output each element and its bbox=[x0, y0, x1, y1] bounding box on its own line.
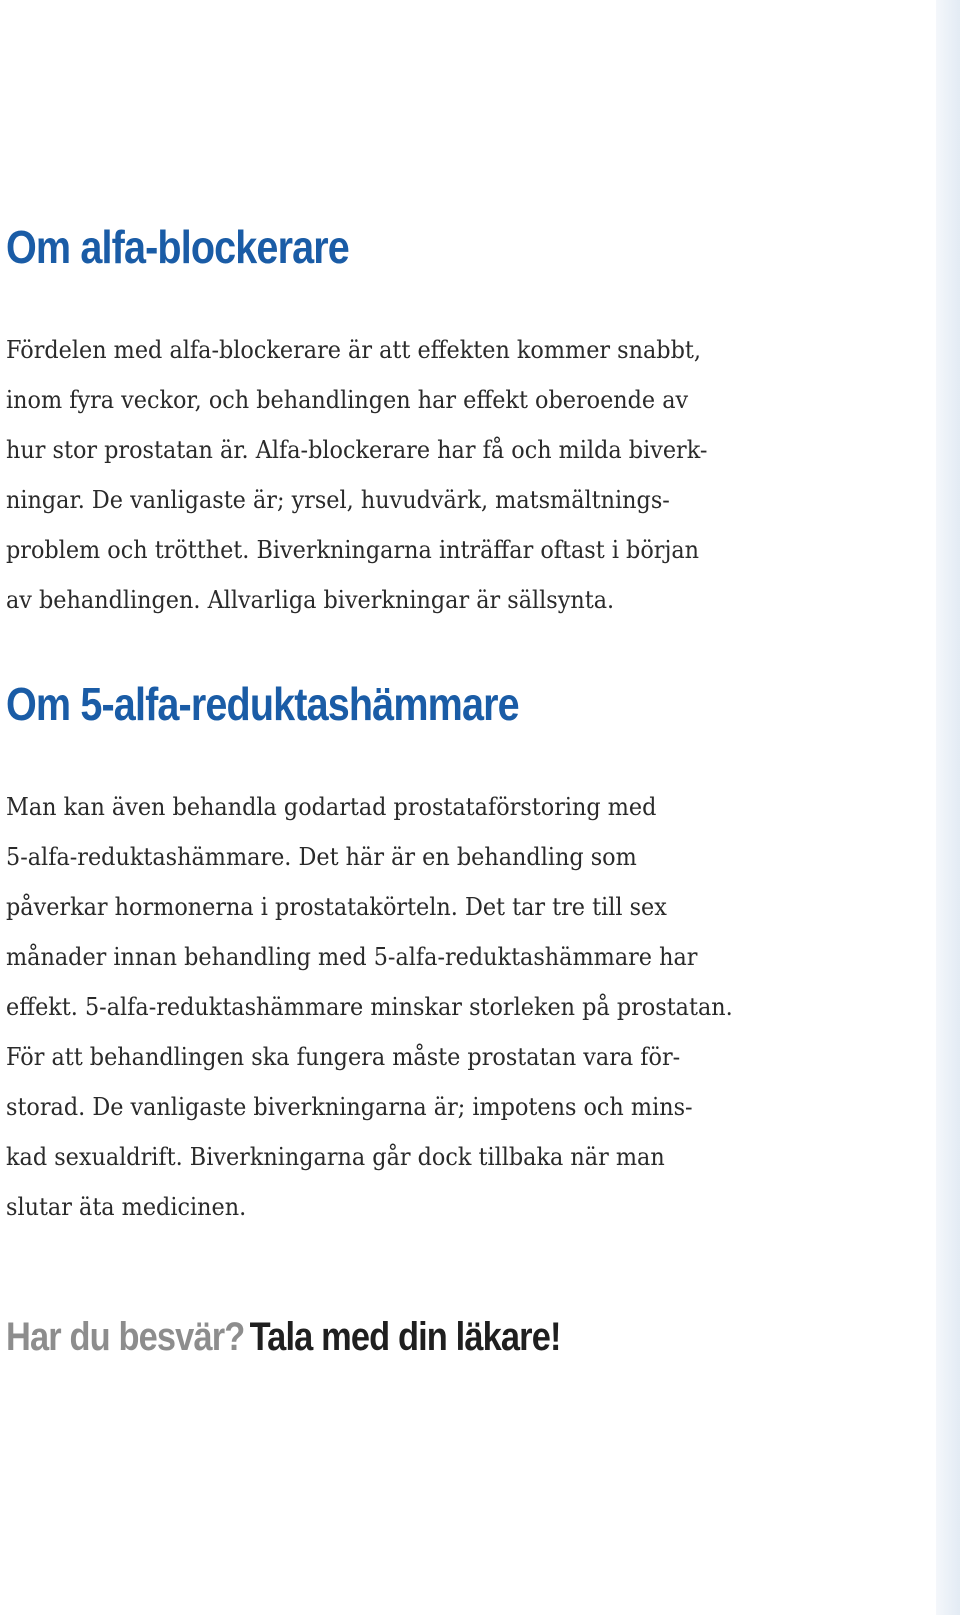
text-line: Fördelen med alfa-blockerare är att effekten kommer snabbt, bbox=[6, 336, 701, 364]
text-line: ningar. De vanligaste är; yrsel, huvudvärk, matsmältnings- bbox=[6, 486, 670, 514]
heading-5-alfa-reduktashammare: Om 5-alfa-reduktashämmare bbox=[6, 678, 519, 730]
text-line: 5-alfa-reduktashämmare. Det här är en behandling som bbox=[6, 843, 637, 871]
text-line: av behandlingen. Allvarliga biverkningar är sällsynta. bbox=[6, 586, 615, 614]
closing-answer: Tala med din läkare! bbox=[249, 1315, 561, 1359]
paragraph-alfa-blockerare bbox=[6, 325, 713, 625]
text-line: månader innan behandling med 5-alfa-reduktashämmare har bbox=[6, 943, 698, 971]
heading-alfa-blockerare: Om alfa-blockerare bbox=[6, 221, 349, 273]
text-line: För att behandlingen ska fungera måste prostatan vara för- bbox=[6, 1043, 681, 1071]
text-line: effekt. 5-alfa-reduktashämmare minskar storleken på prostatan. bbox=[6, 993, 733, 1021]
closing-callout bbox=[6, 1312, 561, 1362]
text-line: storad. De vanligaste biverkningarna är; impotens och mins- bbox=[6, 1093, 693, 1121]
text-line: Man kan även behandla godartad prostataförstoring med bbox=[6, 793, 657, 821]
text-line: kad sexualdrift. Biverkningarna går dock tillbaka när man bbox=[6, 1143, 665, 1171]
text-line: hur stor prostatan är. Alfa-blockerare har få och milda biverk- bbox=[6, 436, 708, 464]
paragraph-5-alfa-reduktashammare bbox=[6, 782, 733, 1232]
text-line: slutar äta medicinen. bbox=[6, 1193, 247, 1221]
text-line: inom fyra veckor, och behandlingen har effekt oberoende av bbox=[6, 386, 689, 414]
text-line: påverkar hormonerna i prostatakörteln. Det tar tre till sex bbox=[6, 893, 667, 921]
page-edge-strip bbox=[936, 0, 960, 1615]
text-line: problem och trötthet. Biverkningarna inträffar oftast i början bbox=[6, 536, 700, 564]
closing-question: Har du besvär? bbox=[6, 1315, 245, 1359]
